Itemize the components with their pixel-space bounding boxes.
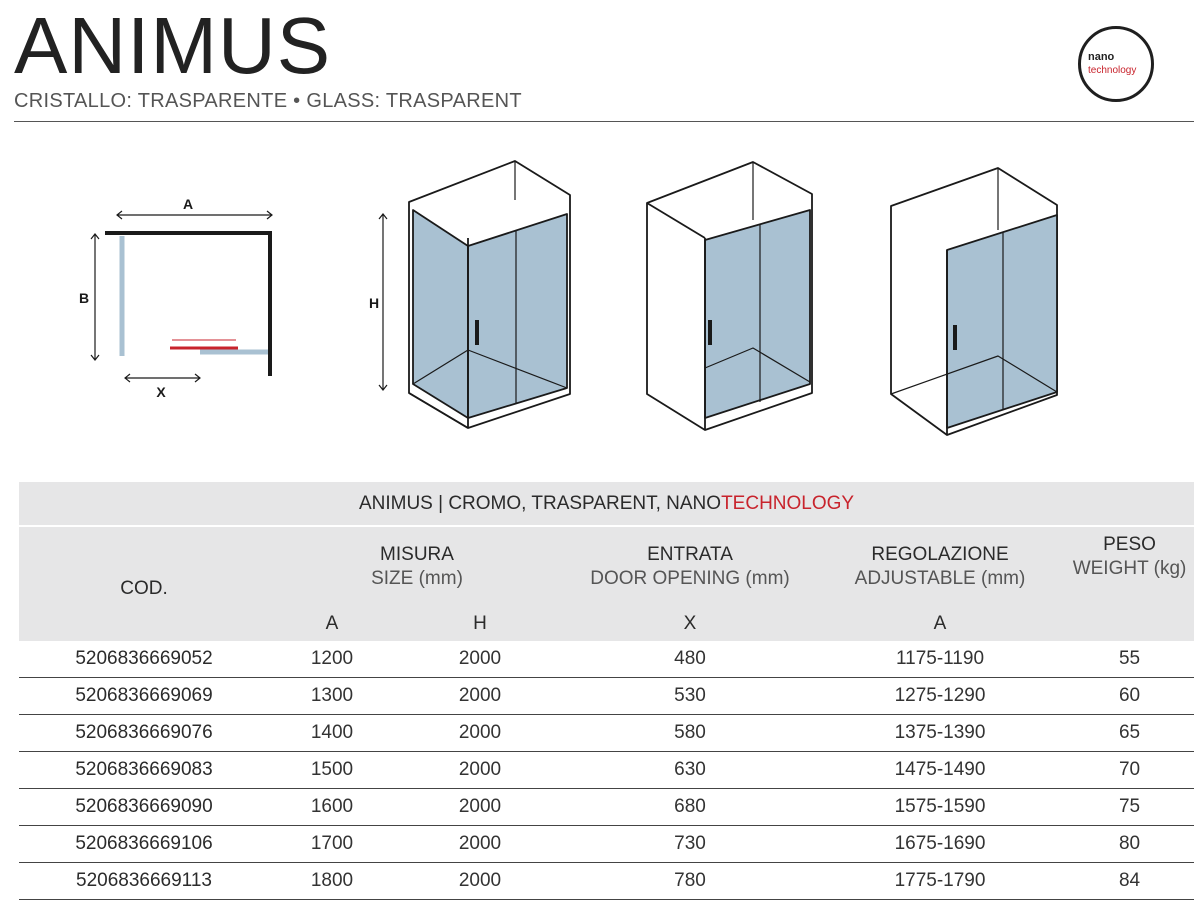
cell-size-h: 2000 (395, 752, 565, 789)
cell-adjustable: 1375-1390 (815, 715, 1065, 752)
cell-code: 5206836669113 (19, 863, 269, 900)
cell-code: 5206836669069 (19, 678, 269, 715)
cell-size-a: 1500 (269, 752, 395, 789)
cell-adjustable: 1575-1590 (815, 789, 1065, 826)
spec-table (19, 482, 1194, 900)
cell-adjustable: 1775-1790 (815, 863, 1065, 900)
plan-label-b: B (78, 290, 90, 306)
subheader-empty (1065, 607, 1194, 641)
cell-code: 5206836669090 (19, 789, 269, 826)
cell-size-a: 1200 (269, 641, 395, 678)
cell-size-h: 2000 (395, 641, 565, 678)
cell-weight: 60 (1065, 678, 1194, 715)
column-header-entrata: ENTRATA DOOR OPENING (mm) (565, 526, 815, 607)
height-label: H (368, 295, 380, 311)
cell-size-a: 1700 (269, 826, 395, 863)
plan-view-diagram (91, 211, 272, 382)
cell-weight: 65 (1065, 715, 1194, 752)
cell-weight: 80 (1065, 826, 1194, 863)
cell-adjustable: 1675-1690 (815, 826, 1065, 863)
height-dimension (379, 214, 387, 390)
column-header-cod: COD. (19, 526, 269, 641)
cell-size-a: 1600 (269, 789, 395, 826)
corner-enclosure-drawing (409, 161, 570, 428)
cell-size-a: 1800 (269, 863, 395, 900)
cell-door-opening: 780 (565, 863, 815, 900)
cell-code: 5206836669076 (19, 715, 269, 752)
cell-weight: 55 (1065, 641, 1194, 678)
table-caption-main: ANIMUS | CROMO, TRASPARENT, NANO (358, 492, 722, 514)
table-row (19, 826, 1194, 863)
cell-size-h: 2000 (395, 715, 565, 752)
cell-door-opening: 630 (565, 752, 815, 789)
page-title: ANIMUS (14, 1, 332, 90)
cell-code: 5206836669083 (19, 752, 269, 789)
cell-size-a: 1300 (269, 678, 395, 715)
cell-code: 5206836669106 (19, 826, 269, 863)
logo-text-technology: technology (1088, 65, 1137, 76)
cell-size-h: 2000 (395, 826, 565, 863)
front-panel-enclosure-drawing (891, 168, 1057, 435)
table-row (19, 715, 1194, 752)
cell-adjustable: 1275-1290 (815, 678, 1065, 715)
page-subtitle: CRISTALLO: TRASPARENTE • GLASS: TRASPARENT (14, 90, 522, 112)
logo-text-nano: nano (1088, 51, 1115, 63)
table-row (19, 752, 1194, 789)
table-caption-accent: TECHNOLOGY (721, 492, 855, 514)
cell-door-opening: 730 (565, 826, 815, 863)
header-divider (14, 121, 1194, 122)
subheader-h: H (395, 607, 565, 641)
subheader-a: A (269, 607, 395, 641)
table-caption (19, 482, 1194, 526)
cell-size-a: 1400 (269, 715, 395, 752)
cell-adjustable: 1475-1490 (815, 752, 1065, 789)
cell-weight: 70 (1065, 752, 1194, 789)
cell-door-opening: 580 (565, 715, 815, 752)
plan-label-x: X (156, 384, 166, 400)
column-header-misura: MISURA SIZE (mm) (269, 526, 565, 607)
column-header-peso: PESO WEIGHT (kg) (1065, 526, 1194, 607)
nano-technology-logo (1078, 26, 1154, 102)
cell-adjustable: 1175-1190 (815, 641, 1065, 678)
plan-label-a: A (182, 196, 194, 212)
table-row (19, 641, 1194, 678)
cell-weight: 75 (1065, 789, 1194, 826)
niche-enclosure-drawing (647, 162, 812, 430)
cell-weight: 84 (1065, 863, 1194, 900)
column-header-regolazione: REGOLAZIONE ADJUSTABLE (mm) (815, 526, 1065, 607)
cell-size-h: 2000 (395, 863, 565, 900)
cell-size-h: 2000 (395, 789, 565, 826)
cell-size-h: 2000 (395, 678, 565, 715)
spec-table-body (19, 641, 1194, 900)
cell-door-opening: 530 (565, 678, 815, 715)
product-drawings (0, 130, 1194, 460)
cell-door-opening: 680 (565, 789, 815, 826)
cell-door-opening: 480 (565, 641, 815, 678)
subheader-x: X (565, 607, 815, 641)
table-row (19, 789, 1194, 826)
subheader-adjustable-a: A (815, 607, 1065, 641)
table-row (19, 678, 1194, 715)
cell-code: 5206836669052 (19, 641, 269, 678)
